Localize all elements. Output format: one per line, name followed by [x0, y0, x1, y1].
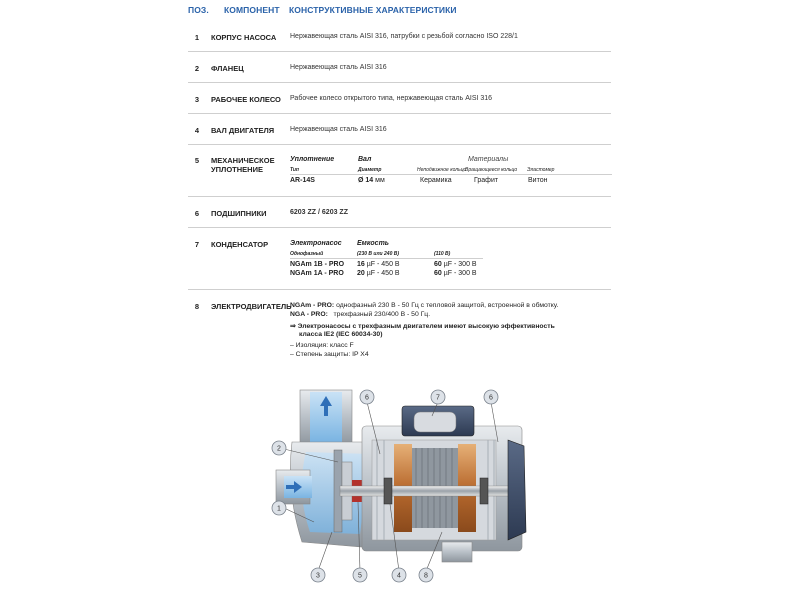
row-7-num: 7	[194, 240, 200, 249]
motor-l1-model: NGAm - PRO:	[290, 302, 335, 309]
row-divider	[188, 196, 611, 197]
row-3-name: РАБОЧЕЕ КОЛЕСО	[211, 95, 281, 104]
cap-r2-c2u: µF - 300 В	[443, 270, 477, 277]
seal-h-shaft: Вал	[358, 156, 372, 163]
callout-7	[431, 390, 445, 404]
cap-r2-c1u: µF - 450 В	[366, 270, 400, 277]
callout-2	[272, 441, 286, 455]
row-6-desc: 6203 ZZ / 6203 ZZ	[290, 209, 348, 216]
cap-h-pump: Электронасос	[290, 240, 342, 247]
callout-label: 6	[489, 394, 493, 402]
callout-label: 7	[436, 394, 440, 402]
row-divider	[188, 227, 611, 228]
cap-r1-c2: 60	[434, 261, 442, 268]
row-5-num: 5	[194, 156, 200, 165]
callout-6b	[484, 390, 498, 404]
callout-label: 1	[277, 505, 281, 513]
callout-label: 3	[316, 572, 320, 580]
header-component: КОМПОНЕНТ	[224, 5, 280, 15]
callout-4	[392, 568, 406, 582]
seal-h-materials: Материалы	[468, 156, 509, 163]
cap-h-cap: Емкость	[357, 240, 389, 247]
row-4-desc: Нержавеющая сталь AISI 316	[290, 126, 387, 133]
cap-r2-model: NGAm 1A - PRO	[290, 270, 344, 277]
motor-l1-text: однофазный 230 В - 50 Гц с тепловой защитой, встроенной в обмотку.	[334, 302, 559, 309]
seal-sub-rotating: Вращающееся кольцо	[465, 167, 518, 173]
motor-l2-text: трехфазный 230/400 В - 50 Гц.	[327, 311, 431, 318]
seal-sub-fixed: Неподвижное кольцо	[417, 167, 467, 173]
motor-l2-model: NGA - PRO:	[290, 311, 328, 318]
row-1-desc: Нержавеющая сталь AISI 316, патрубки с резьбой согласно ISO 228/1	[290, 33, 518, 40]
capacitor-box	[402, 406, 474, 436]
seal-sub-diam: Диаметр	[358, 167, 382, 173]
motor-note1: ⇒ Электронасосы с трехфазным двигателем имеют высокую эффективность	[290, 323, 555, 330]
seal-sub-elastomer: Эластомер	[527, 167, 555, 173]
seal-v-elastomer: Витон	[528, 177, 548, 184]
header-pos: ПОЗ.	[188, 5, 209, 15]
callout-8	[419, 568, 433, 582]
row-8-num: 8	[194, 302, 200, 311]
motor-note2: класса IE2 (IEC 60034-30)	[299, 331, 383, 338]
cap-r1-c1u: µF - 450 В	[366, 261, 400, 268]
row-2-desc: Нержавеющая сталь AISI 316	[290, 64, 387, 71]
inlet-port	[276, 470, 312, 504]
seal-sub-type: Тип	[290, 167, 299, 173]
row-divider	[188, 289, 611, 290]
callout-label: 8	[424, 572, 428, 580]
row-divider	[188, 51, 611, 52]
row-3-num: 3	[194, 95, 200, 104]
cap-r1-model: NGAm 1B - PRO	[290, 261, 345, 268]
pump-cutaway-diagram	[262, 382, 532, 592]
row-4-name: ВАЛ ДВИГАТЕЛЯ	[211, 126, 275, 135]
row-2-num: 2	[194, 64, 200, 73]
row-4-num: 4	[194, 126, 200, 135]
fan-cover	[508, 440, 526, 540]
motor-insulation: – Изоляция: класс F	[290, 342, 354, 349]
row-1-name: КОРПУС НАСОСА	[211, 33, 277, 42]
row-2-name: ФЛАНЕЦ	[211, 64, 244, 73]
callout-6a	[360, 390, 374, 404]
cap-r2-c1: 20	[357, 270, 365, 277]
row-divider	[188, 113, 611, 114]
callout-label: 6	[365, 394, 369, 402]
motor-protection: – Степень защиты: IP X4	[290, 351, 369, 358]
row-7-name: КОНДЕНСАТОР	[211, 240, 269, 249]
seal-v-fixed: Керамика	[420, 177, 452, 184]
cap-sub-phase: Однофазный	[290, 251, 324, 257]
seal-divider	[290, 174, 612, 175]
cap-r1-c2u: µF - 300 В	[443, 261, 477, 268]
seal-v-type: AR-14S	[290, 177, 315, 184]
row-divider	[188, 144, 611, 145]
callout-1	[272, 501, 286, 515]
seal-h-seal: Уплотнение	[290, 156, 335, 163]
cap-divider	[290, 258, 483, 259]
callout-5	[353, 568, 367, 582]
row-3-desc: Рабочее колесо открытого типа, нержавеющая сталь AISI 316	[290, 95, 493, 102]
cap-r1-c1: 16	[357, 261, 365, 268]
seal-v-rotating: Графит	[474, 177, 499, 184]
seal-v-unit: мм	[375, 177, 385, 184]
row-6-name: ПОДШИПНИКИ	[211, 209, 267, 218]
seal-v-diam: Ø 14	[358, 177, 374, 184]
row-6-num: 6	[194, 209, 200, 218]
row-8-name: ЭЛЕКТРОДВИГАТЕЛЬ	[211, 302, 292, 311]
cap-r2-c2: 60	[434, 270, 442, 277]
cap-sub-v2: (110 В)	[434, 251, 451, 257]
callout-label: 4	[397, 572, 401, 580]
header-characteristics: КОНСТРУКТИВНЫЕ ХАРАКТЕРИСТИКИ	[289, 5, 457, 15]
callout-label: 2	[277, 445, 281, 453]
cap-sub-v1: (230 В или 240 В)	[357, 251, 400, 257]
row-divider	[188, 82, 611, 83]
outlet-pipe	[300, 390, 352, 445]
row-1-num: 1	[194, 33, 200, 42]
callout-3	[311, 568, 325, 582]
callout-label: 5	[358, 572, 362, 580]
row-5-name: МЕХАНИЧЕСКОЕ УПЛОТНЕНИЕ	[211, 156, 275, 174]
motor-foot	[442, 542, 472, 562]
